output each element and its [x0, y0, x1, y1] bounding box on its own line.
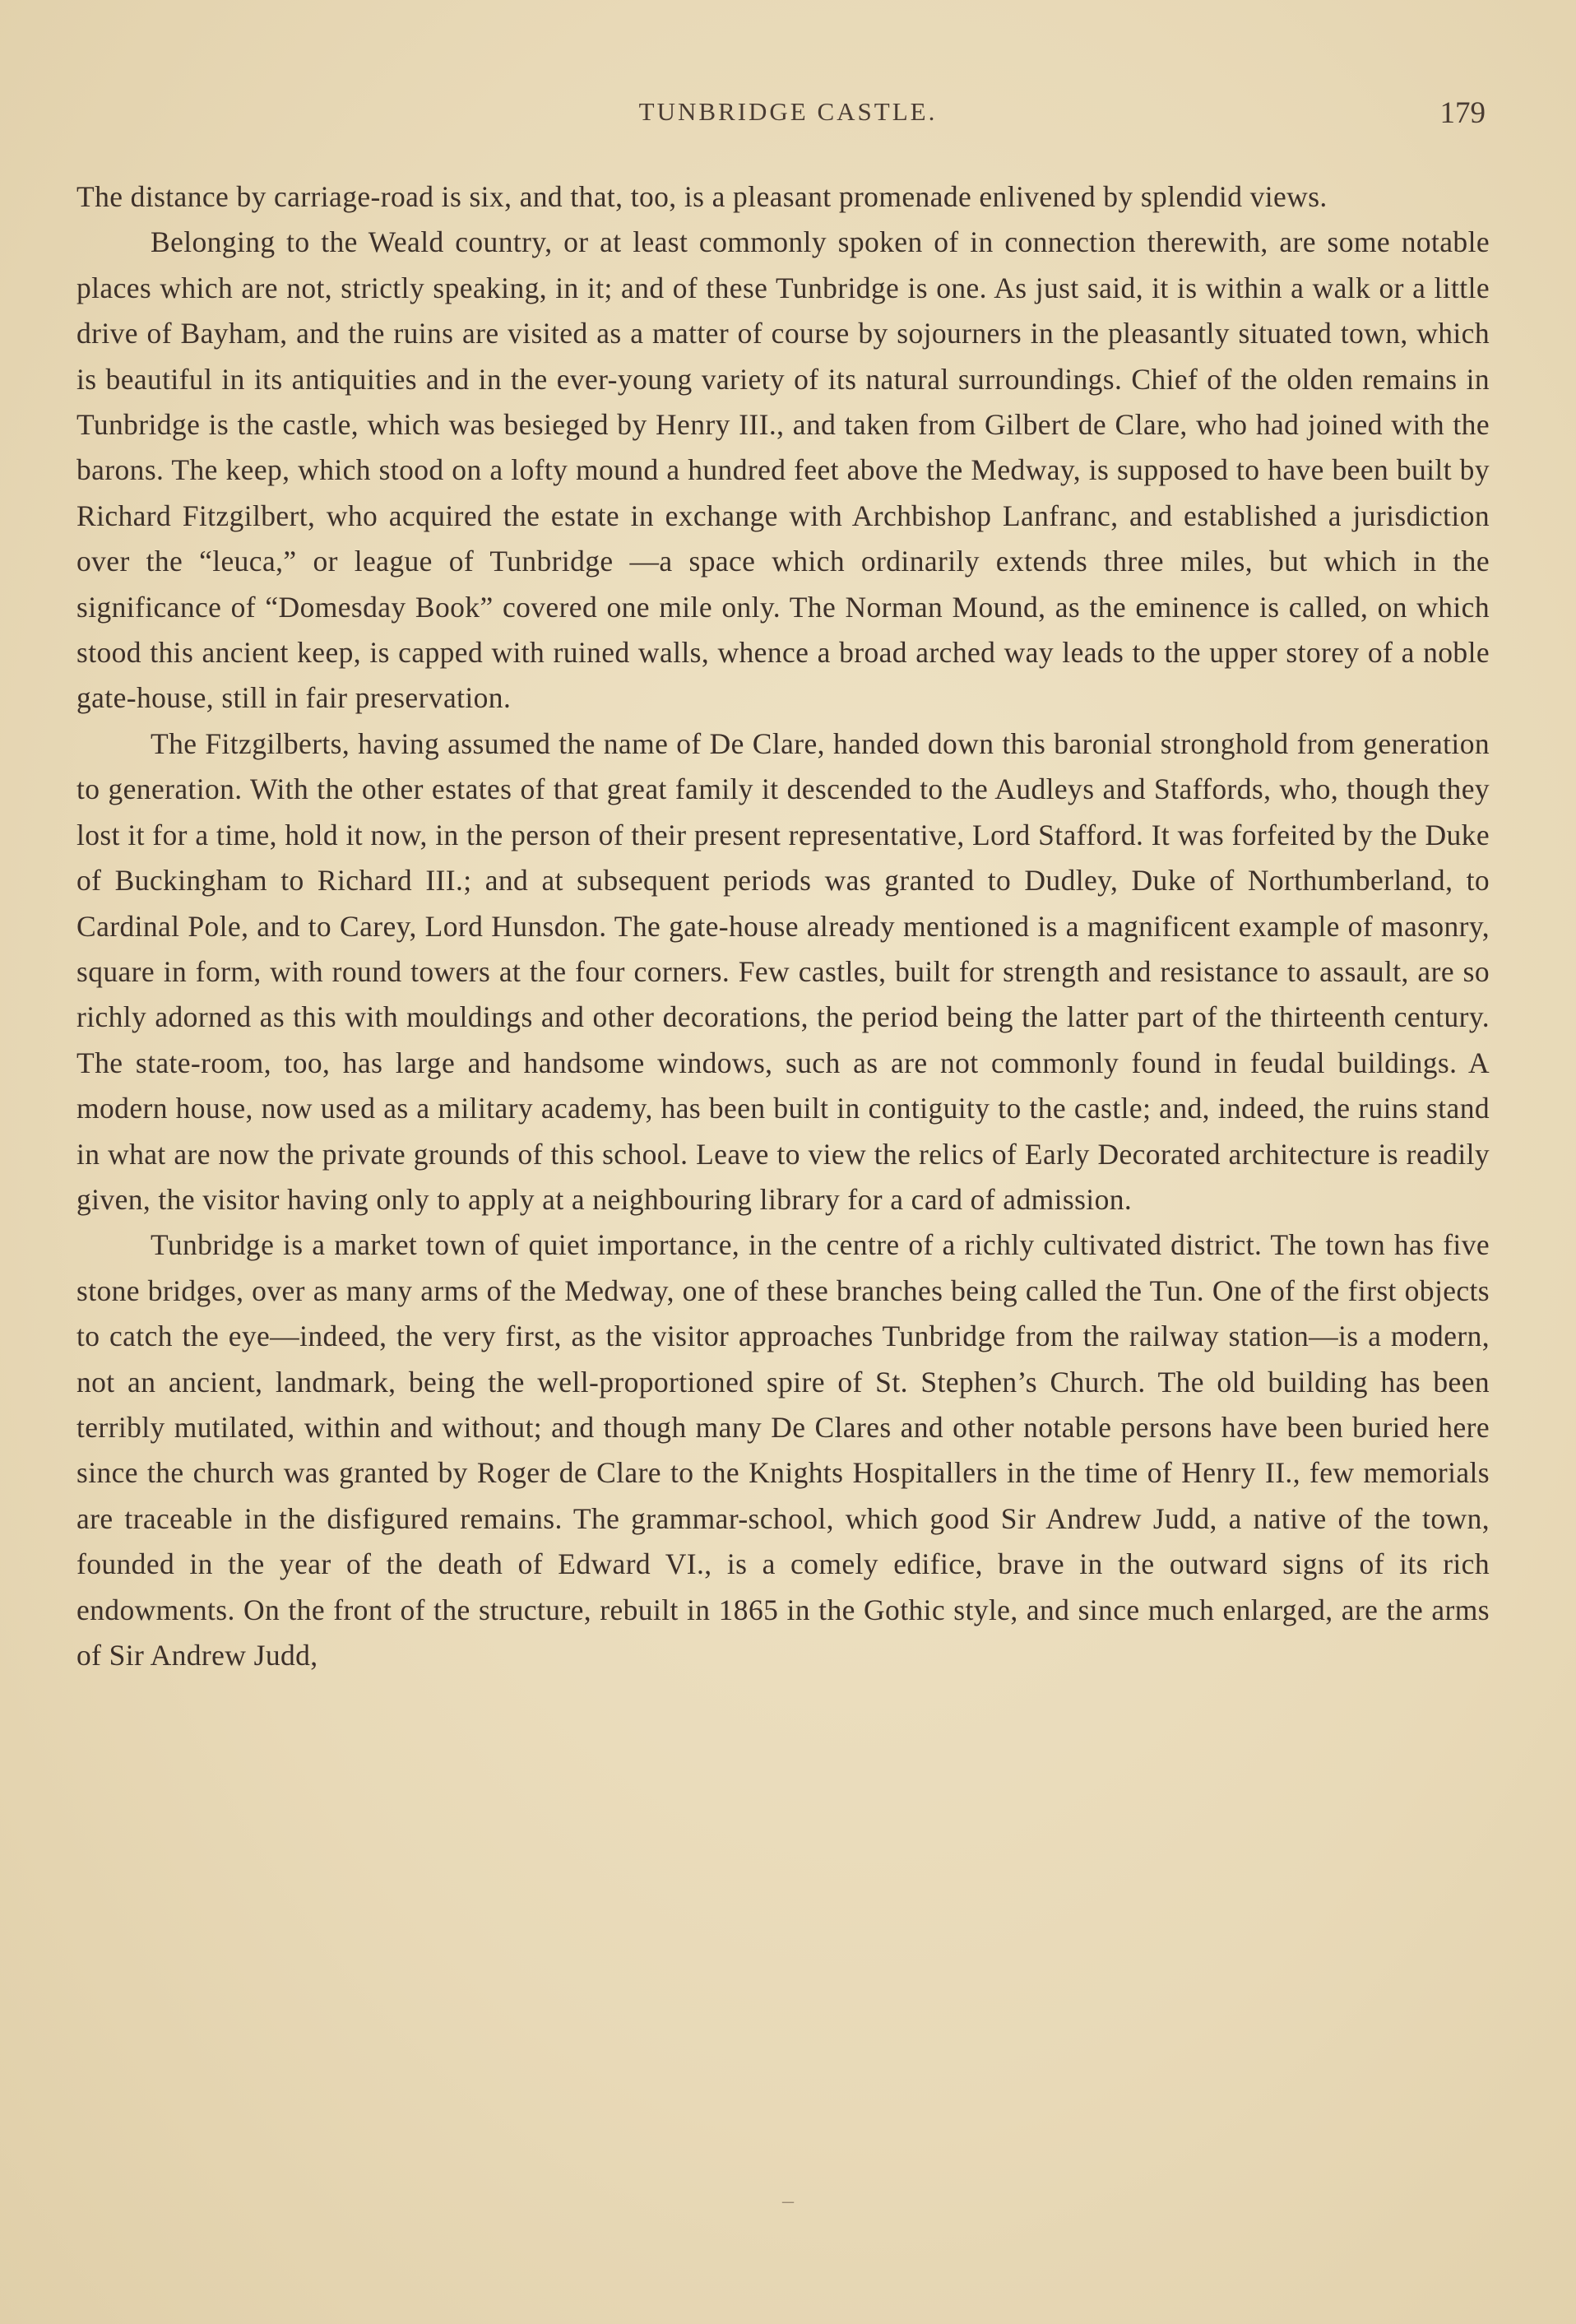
running-head	[0, 97, 1576, 138]
page-number: 179	[1439, 96, 1486, 130]
paragraph-2: Belonging to the Weald country, or at least commonly spoken of in connection therewith, are some notable places which are not, strictly speaking, in it; and of these Tunbridge is one. As just said, it is within a walk or a little drive of Bayham, and the ruins are visited as a matter of course by sojourners in the pleasantly situated town, which is beautiful in its antiquities and in the ever-young variety of its natural surroundings. Chief of the olden remains in Tunbridge is the castle, which was besieged by Henry III., and taken from Gilbert de Clare, who had joined with the barons. The keep, which stood on a lofty mound a hundred feet above the Medway, is supposed to have been built by Richard Fitzgilbert, who acquired the estate in exchange with Archbishop Lanfranc, and established a jurisdiction over the “leuca,” or league of Tunbridge —a space which ordinarily extends three miles, but which in the significance of “Domesday Book” covered one mile only. The Norman Mound, as the eminence is called, on which stood this ancient keep, is capped with ruined walls, whence a broad arched way leads to the upper storey of a noble gate-house, still in fair preservation.	[76, 225, 1490, 715]
paragraph-1: The distance by carriage-road is six, and that, too, is a pleasant promenade enlivened by splendid views.	[76, 180, 1328, 213]
running-title: TUNBRIDGE CASTLE.	[638, 97, 938, 126]
paragraph-3: The Fitzgilberts, having assumed the name of De Clare, handed down this baronial stronghold from generation to generation. With the other estates of that great family it descended to the Audleys and Staffords, who, though they lost it for a time, hold it now, in the person of their present representative, Lord Stafford. It was forfeited by the Duke of Buckingham to Richard III.; and at subsequent periods was granted to Dudley, Duke of Northumberland, to Cardinal Pole, and to Carey, Lord Hunsdon. The gate-house already mentioned is a magnificent example of masonry, square in form, with round towers at the four corners. Few castles, built for strength and resistance to assault, are so richly adorned as this with mouldings and other decorations, the period being the latter part of the thirteenth century. The state-room, too, has large and handsome windows, such as are not commonly found in feudal buildings. A modern house, now used as a military academy, has been built in contiguity to the castle; and, indeed, the ruins stand in what are now the private grounds of this school. Leave to view the relics of Early Decorated architecture is readily given, the visitor having only to apply at a neighbouring library for a card of admission.	[76, 726, 1490, 1216]
paragraph-4: Tunbridge is a market town of quiet importance, in the centre of a richly cultivated district. The town has five stone bridges, over as many arms of the Medway, one of these branches being called the Tun. One of the first objects to catch the eye—indeed, the very first, as the visitor approaches Tunbridge from the railway station—is a modern, not an ancient, landmark, being the well-proportioned spire of St. Stephen’s Church. The old building has been terribly mutilated, within and without; and though many De Clares and other notable persons have been buried here since the church was granted by Roger de Clare to the Knights Hospitallers in the time of Henry II., few memorials are traceable in the disfigured remains. The grammar-school, which good Sir Andrew Judd, a native of the town, founded in the year of the death of Edward VI., is a comely edifice, brave in the outward signs of its rich endowments. On the front of the structure, rebuilt in 1865 in the Gothic style, and since much enlarged, are the arms of Sir Andrew Judd,	[76, 1228, 1490, 1672]
footer-mark: –	[782, 2188, 794, 2214]
body-text	[76, 174, 1490, 1678]
